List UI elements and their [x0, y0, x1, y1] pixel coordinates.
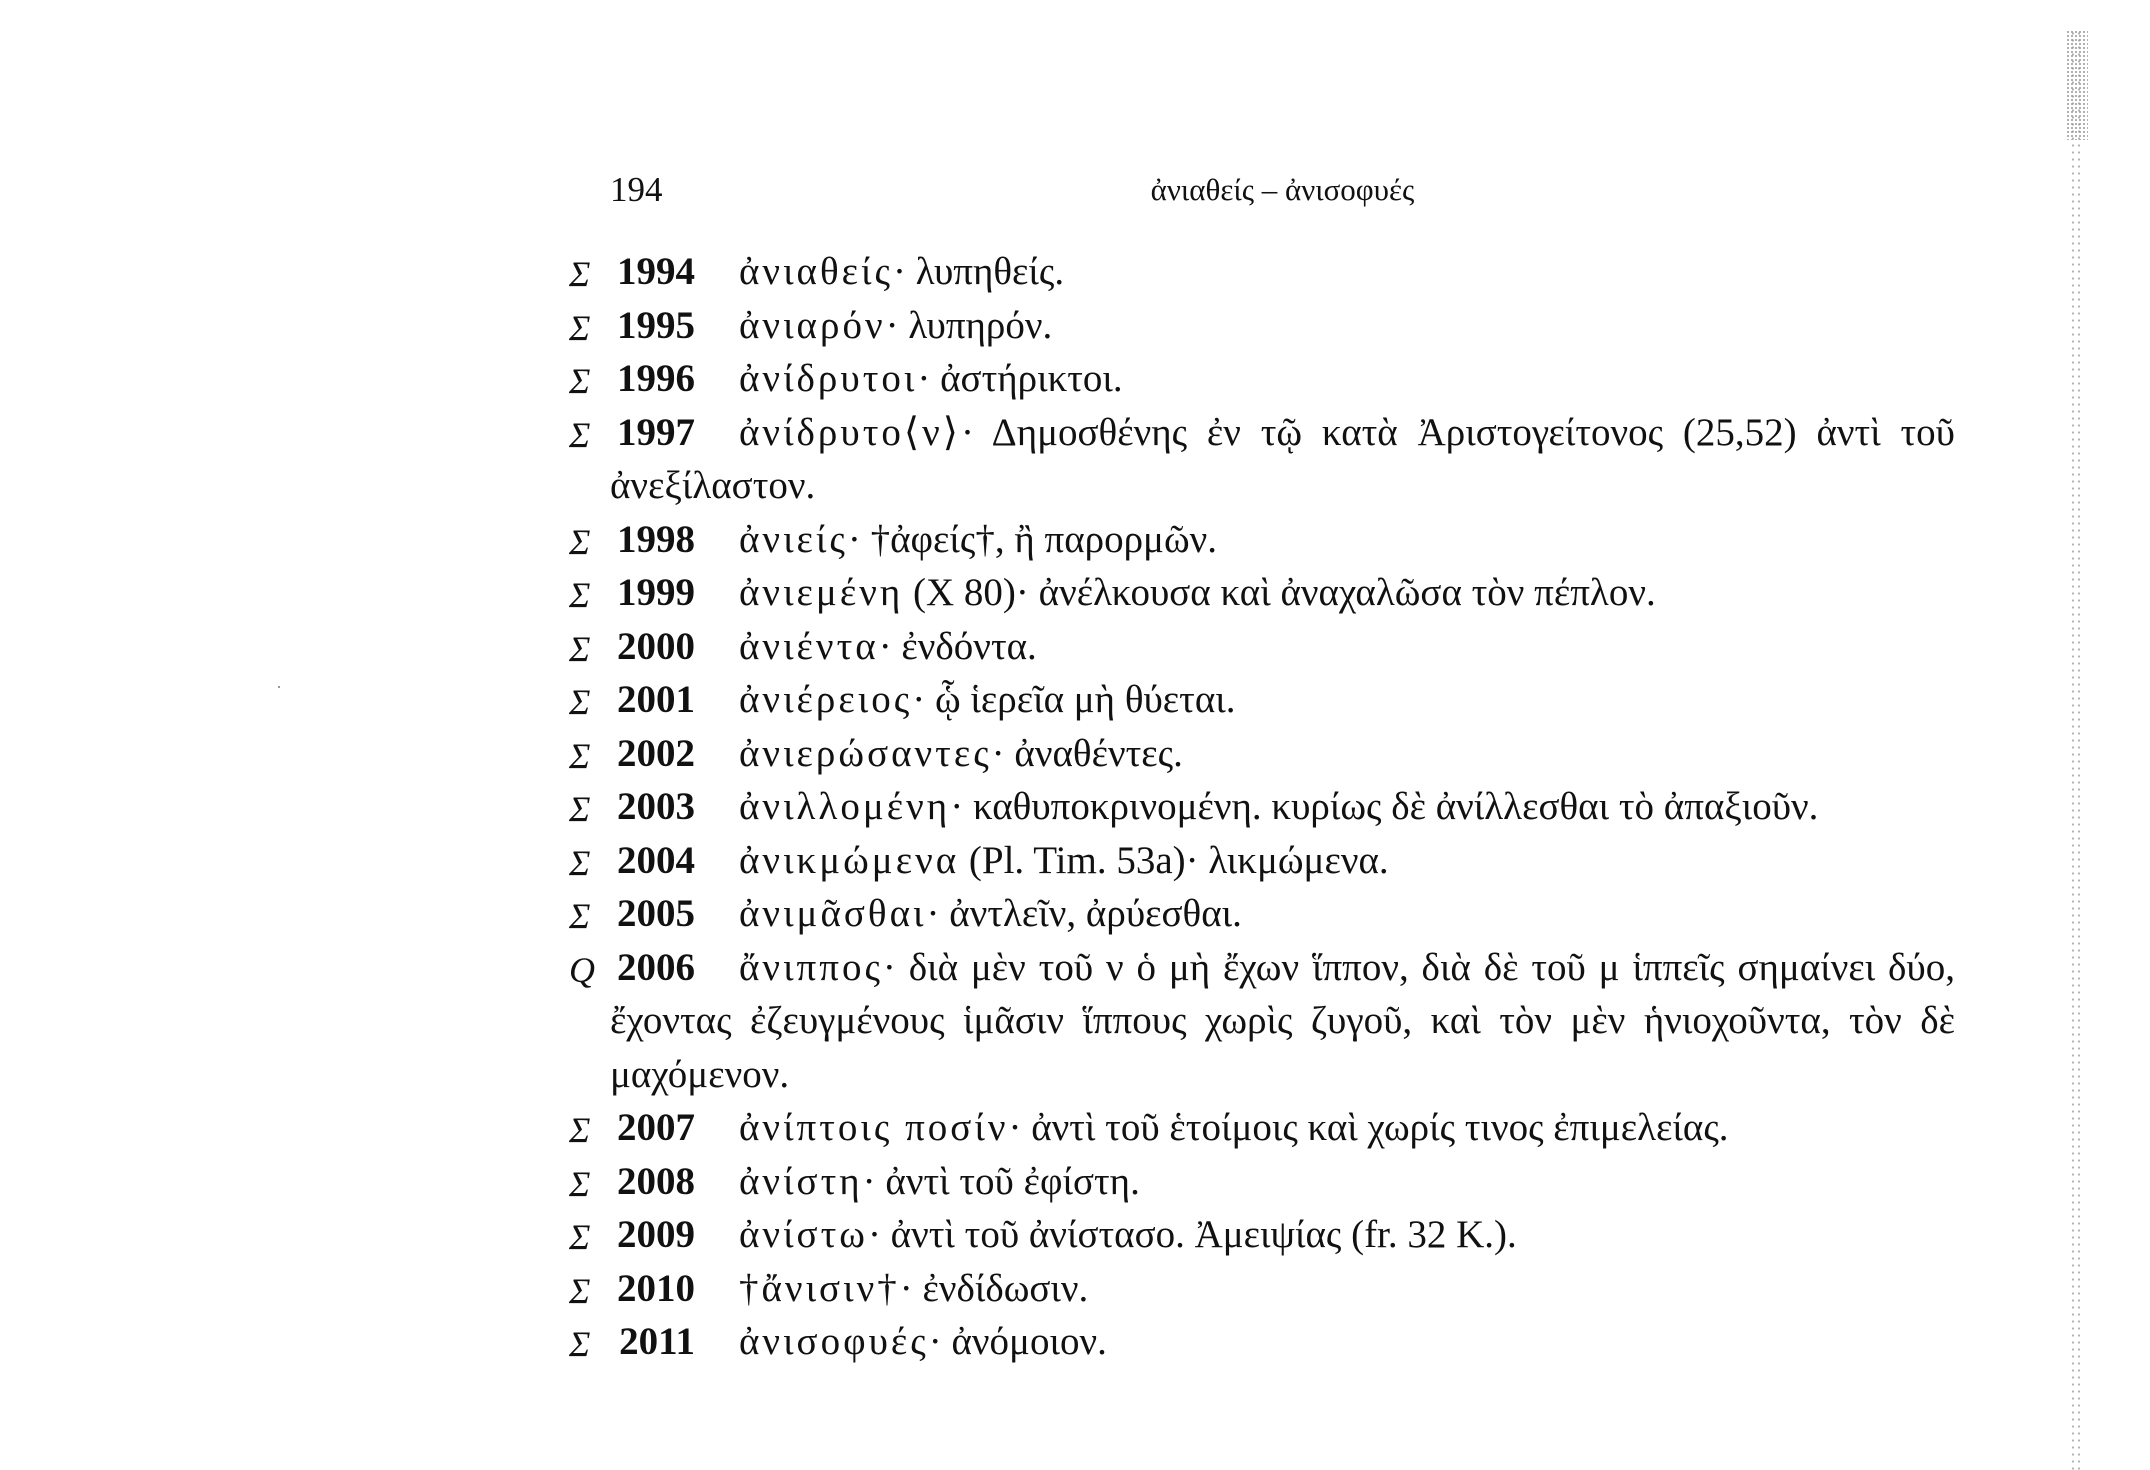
entry-gloss: · ἀστήρικτοι.	[917, 357, 1123, 400]
entry-list	[565, 245, 1955, 1369]
entry-number: 2010	[617, 1266, 695, 1310]
entry-siglum: Σ	[569, 414, 591, 455]
entry-gloss: · διὰ μὲν τοῦ ν ὁ μὴ ἔχων ἵππον, διὰ δὲ τοῦ μ ἱππεῖς σημαίνει δύο, ἔχοντας ἐζευγμένους ἱμᾶσιν ἵππους χωρὶς ζυγοῦ, καὶ τὸν μὲν ἡνιοχοῦντα, τὸν δὲ μαχόμενον.	[610, 945, 1955, 1096]
entry-number: 2011	[619, 1320, 695, 1363]
entry-gloss: · †ἀφείς†, ἢ παρορμῶν.	[847, 517, 1218, 561]
entry-lemma: ἀνίστω	[739, 1213, 868, 1256]
lexicon-entry	[565, 352, 1955, 406]
lexicon-entry	[565, 245, 1955, 299]
entry-number: 2009	[617, 1213, 695, 1256]
scan-speck	[278, 686, 280, 688]
entry-number: 1997	[617, 410, 695, 454]
entry-siglum: Σ	[569, 1270, 591, 1311]
entry-siglum: Σ	[569, 361, 591, 401]
lexicon-entry	[565, 727, 1955, 781]
entry-number: 2007	[617, 1106, 695, 1149]
entry-gloss: · ἐνδόντα.	[878, 624, 1037, 668]
entry-lemma: ἀνίπτοις ποσίν	[739, 1106, 1009, 1149]
entry-gloss: · ἀναθέντες.	[991, 731, 1183, 775]
entry-number: 2006	[617, 945, 695, 989]
entry-gloss: (Χ 80)· ἀνέλκουσα καὶ ἀναχαλῶσα τὸν πέπλον.	[903, 571, 1656, 614]
entry-number: 2008	[617, 1159, 695, 1203]
entry-siglum: Σ	[569, 1324, 591, 1364]
lexicon-entry	[565, 1315, 1955, 1369]
entry-number: 1998	[617, 517, 695, 561]
entry-siglum: Σ	[569, 789, 591, 829]
entry-siglum: Σ	[569, 1163, 591, 1204]
entry-lemma: ἀνίδρυτο⟨ν⟩	[739, 410, 961, 454]
entry-siglum: Σ	[569, 575, 591, 615]
entry-lemma: ἀνιέντα	[739, 624, 879, 668]
lexicon-entry	[565, 299, 1955, 353]
entry-lemma: ἀνίστη	[739, 1159, 863, 1203]
entry-lemma: ἀνιλλομένη	[739, 785, 951, 828]
entry-lemma: ἄνιππος	[739, 945, 883, 989]
lexicon-entry	[565, 941, 1955, 1102]
entry-number: 1999	[617, 571, 695, 614]
entry-siglum: Σ	[569, 521, 591, 562]
entry-lemma: ἀνιείς	[739, 517, 848, 561]
entry-lemma: ἀνιαρόν	[739, 303, 886, 347]
entry-lemma: ἀνίδρυτοι	[739, 357, 918, 400]
entry-number: 2002	[617, 731, 695, 775]
entry-number: 1995	[617, 303, 695, 347]
page-number: 194	[610, 170, 663, 209]
entry-gloss: (Pl. Tim. 53a)· λικμώμενα.	[959, 838, 1389, 882]
entry-number: 2004	[617, 838, 695, 882]
entry-gloss: · λυπηθείς.	[893, 250, 1065, 293]
entry-siglum: Σ	[569, 682, 591, 722]
lexicon-entry	[565, 887, 1955, 941]
entry-lemma: ἀνιερώσαντες	[739, 731, 992, 775]
lexicon-entry	[565, 673, 1955, 727]
lexicon-entry	[565, 1101, 1955, 1155]
entry-siglum: Σ	[569, 896, 591, 936]
running-head: ἀνιαθείς – ἀνισοφυές	[1150, 172, 1415, 207]
entry-number: 2001	[617, 678, 695, 721]
entry-siglum: Q	[569, 949, 595, 990]
entry-gloss: · ἀνόμοιον.	[928, 1320, 1107, 1363]
page-header	[610, 168, 1955, 212]
entry-siglum: Σ	[569, 1110, 591, 1150]
entry-number: 2000	[617, 624, 695, 668]
entry-lemma: ἀνιεμένη	[739, 571, 904, 614]
lexicon-entry	[565, 1262, 1955, 1316]
entry-gloss: · ἐνδίδωσιν.	[899, 1266, 1089, 1310]
entry-lemma: ἀνιμᾶσθαι	[739, 892, 927, 935]
entry-gloss: · ἀντὶ τοῦ ἀνίστασο. Ἀμειψίας (fr. 32 K.).	[867, 1213, 1517, 1256]
entry-lemma: †ἄνισιν†	[739, 1266, 900, 1310]
entry-gloss: · ἀντλεῖν, ἀρύεσθαι.	[926, 892, 1242, 935]
lexicon-entry	[565, 780, 1955, 834]
lexicon-entry	[565, 1208, 1955, 1262]
entry-number: 1996	[617, 357, 695, 400]
entry-lemma: ἀνιέρειος	[739, 678, 913, 721]
entry-siglum: Σ	[569, 628, 591, 669]
lexicon-entry	[565, 620, 1955, 674]
entry-lemma: ἀνισοφυές	[739, 1320, 929, 1363]
lexicon-entry	[565, 513, 1955, 567]
entry-gloss: · καθυποκρινομένη. κυρίως δὲ ἀνίλλεσθαι τὸ ἀπαξιοῦν.	[950, 785, 1819, 828]
entry-gloss: · Δημοσθένης ἐν τῷ κατὰ Ἀριστογείτονος (25,52) ἀντὶ τοῦ ἀνεξίλαστον.	[610, 410, 1955, 507]
entry-number: 2003	[617, 785, 695, 828]
scan-gutter-dots	[2070, 30, 2084, 1470]
entry-siglum: Σ	[569, 735, 591, 776]
entry-siglum: Σ	[569, 1217, 591, 1257]
entry-lemma: ἀνικμώμενα	[739, 838, 960, 882]
entry-siglum: Σ	[569, 842, 591, 883]
entry-gloss: · ἀντὶ τοῦ ἑτοίμοις καὶ χωρίς τινος ἐπιμελείας.	[1008, 1106, 1729, 1149]
lexicon-entry	[565, 406, 1955, 513]
entry-lemma: ἀνιαθείς	[739, 250, 893, 293]
lexicon-entry	[565, 566, 1955, 620]
lexicon-entry	[565, 1155, 1955, 1209]
lexicon-entry	[565, 834, 1955, 888]
entry-number: 2005	[617, 892, 695, 935]
entry-siglum: Σ	[569, 254, 591, 294]
entry-siglum: Σ	[569, 307, 591, 348]
entry-gloss: · λυπηρόν.	[885, 303, 1053, 347]
entry-number: 1994	[617, 250, 695, 293]
entry-gloss: · ἀντὶ τοῦ ἐφίστη.	[862, 1159, 1140, 1203]
entry-gloss: · ᾧ ἱερεῖα μὴ θύεται.	[912, 678, 1236, 721]
